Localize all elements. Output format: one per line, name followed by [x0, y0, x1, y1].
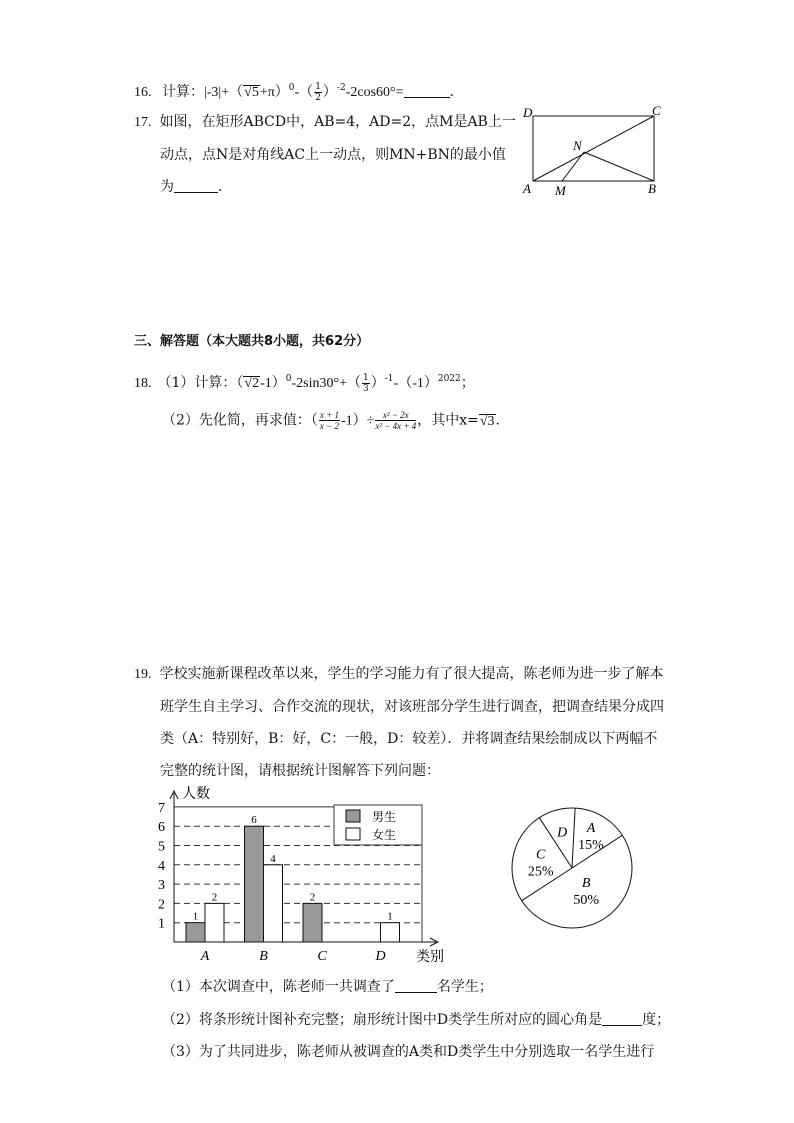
- question-19-sub1: [162, 977, 493, 997]
- bar-value-label: 1: [387, 910, 393, 923]
- fraction: [362, 373, 370, 394]
- fraction: [375, 410, 416, 431]
- sqrt-symbol: √2: [244, 376, 260, 391]
- section-title: 三、解答题（本大题共8小题，共62分）: [134, 334, 370, 349]
- label-a: A: [523, 181, 531, 196]
- question-text: 班学生自主学习、合作交流的现状，对该班部分学生进行调查，把调查结果分成四: [160, 699, 664, 715]
- bar-value-label: 2: [309, 891, 316, 904]
- exponent: -2: [336, 83, 346, 93]
- bar-male: [245, 826, 264, 942]
- answer-blank[interactable]: [404, 83, 450, 98]
- x-tick-label: B: [259, 949, 268, 964]
- fraction: [319, 410, 340, 431]
- legend-swatch: [346, 828, 360, 840]
- label-d: D: [523, 105, 533, 120]
- question-text: 为: [160, 179, 174, 195]
- question-18-part1: [134, 369, 475, 394]
- question-text: ，其中x=: [417, 412, 479, 429]
- question-text: 学校实施新课程改革以来，学生的学习能力有了很大提高，陈老师为进一步了解本: [159, 666, 664, 682]
- bar-female: [205, 903, 224, 942]
- pie-slice-label: C: [536, 847, 546, 863]
- segment-bn: [584, 152, 654, 181]
- pie-slice-label: D: [557, 825, 568, 841]
- diagonal-ac: [533, 116, 654, 181]
- question-18-part2: [162, 410, 500, 432]
- fraction-denominator: 3: [363, 383, 369, 394]
- question-17: [134, 112, 516, 197]
- fraction: [314, 82, 322, 103]
- rectangle-figure: [520, 104, 670, 199]
- sqrt-symbol: √3: [479, 413, 495, 429]
- question-text: .: [218, 179, 223, 195]
- expr-part: -（: [294, 85, 314, 100]
- bar-male: [303, 903, 322, 942]
- question-text: 名学生；: [436, 979, 493, 995]
- question-text-line: [160, 177, 516, 197]
- x-axis-label: 类别: [416, 950, 444, 965]
- question-text: （1）计算：（: [157, 375, 244, 391]
- bar-value-label: 4: [270, 852, 276, 865]
- y-tick-label: 7: [158, 800, 165, 816]
- y-tick-label: 2: [158, 897, 165, 913]
- question-text: 度；: [642, 1012, 671, 1028]
- x-tick-label: C: [317, 949, 327, 964]
- expr-part: ；: [460, 375, 475, 391]
- label-b: B: [648, 181, 656, 196]
- pie-chart: [510, 806, 634, 930]
- expr-part: ）: [322, 85, 337, 100]
- fraction-numerator: x² − 2x: [375, 410, 416, 421]
- pie-slice-label: A: [586, 821, 596, 837]
- answer-blank[interactable]: [174, 178, 218, 193]
- sqrt-symbol: √5: [244, 85, 259, 100]
- expr-part: -（-1）: [393, 376, 438, 391]
- expr-part: -2sin30°+（: [291, 376, 362, 391]
- exponent: 0: [285, 374, 292, 384]
- pie-slice-label: B: [581, 875, 591, 891]
- exponent: -1: [384, 374, 394, 384]
- legend-label: 男生: [372, 810, 397, 824]
- expr-part: -1）÷: [341, 413, 375, 429]
- x-tick-label: D: [375, 949, 386, 964]
- segment-mn: [562, 152, 584, 181]
- answer-blank[interactable]: [395, 978, 437, 993]
- fraction-denominator: x² − 4x + 4: [375, 421, 417, 431]
- question-number: 17.: [134, 115, 152, 130]
- question-text: 完整的统计图，请根据统计图解答下列问题：: [160, 763, 440, 779]
- fraction-numerator: x + 1: [319, 410, 339, 420]
- bar-value-label: 2: [211, 891, 218, 904]
- legend-label: 女生: [372, 828, 397, 842]
- bar-male: [186, 923, 205, 942]
- sqrt-value: 3: [487, 413, 495, 429]
- exponent: 2022: [437, 374, 461, 384]
- expr-part: .: [449, 84, 454, 100]
- question-text: 类（A：特别好，B：好，C：一般，D：较差）．并将调查结果绘制成以下两幅不: [160, 731, 658, 747]
- pie-slice-percent: 25%: [527, 864, 554, 880]
- label-n: N: [573, 138, 582, 153]
- question-text: 如图，在矩形ABCD中，AB=4，AD=2，点M是AB上一: [159, 114, 516, 130]
- sqrt-value: 5: [251, 85, 259, 100]
- bar-value-label: 6: [251, 814, 257, 827]
- pie-slice-percent: 50%: [573, 892, 599, 908]
- question-text: （3）为了共同进步，陈老师从被调查的A类和D类学生中分别选取一名学生进行: [162, 1044, 655, 1060]
- exponent: 0: [288, 83, 295, 93]
- bar-chart: [140, 785, 444, 965]
- question-number: 16.: [134, 85, 152, 100]
- expr-part: .: [495, 412, 500, 429]
- question-19-sub2: [162, 1010, 670, 1030]
- expr-part: ）: [370, 376, 385, 391]
- expr-part: -2cos60°=: [345, 85, 404, 100]
- label-m: M: [555, 183, 566, 198]
- question-19-sub3: [162, 1042, 654, 1062]
- label-c: C: [652, 103, 661, 118]
- bar-female: [381, 923, 400, 942]
- fraction-numerator: 1: [315, 81, 321, 92]
- expr-part: -1）: [260, 376, 286, 391]
- question-19: [134, 664, 664, 781]
- y-tick-label: 1: [158, 916, 165, 932]
- question-text: （2）先化简，再求值：（: [162, 412, 318, 429]
- expr-part: |-3|+（: [203, 85, 244, 100]
- y-tick-label: 5: [158, 839, 165, 855]
- expr-part: +π）: [259, 85, 289, 100]
- answer-blank[interactable]: [602, 1011, 642, 1026]
- bar-value-label: 1: [192, 910, 199, 923]
- fraction-numerator: 1: [363, 372, 369, 383]
- question-label: 计算：: [161, 84, 204, 100]
- y-tick-label: 6: [158, 820, 165, 836]
- legend-swatch: [346, 810, 360, 822]
- question-number: 18.: [134, 376, 152, 391]
- pie-slice-percent: 15%: [578, 838, 604, 854]
- fraction-denominator: 2: [315, 92, 321, 103]
- y-tick-label: 4: [158, 858, 165, 874]
- question-16: [134, 78, 454, 103]
- bar-female: [264, 865, 283, 942]
- question-number: 19.: [134, 667, 152, 682]
- question-text: 动点，点N是对角线AC上一动点，则MN+BN的最小值: [160, 147, 506, 163]
- question-text: （1）本次调查中，陈老师一共调查了: [162, 979, 395, 995]
- y-tick-label: 3: [158, 878, 165, 894]
- fraction-denominator: x − 2: [319, 421, 339, 431]
- x-tick-label: A: [200, 949, 210, 964]
- question-text: （2）将条形统计图补充完整；扇形统计图中D类学生所对应的圆心角是: [162, 1012, 603, 1028]
- sqrt-value: 2: [252, 376, 260, 391]
- y-axis-label: 人数: [182, 787, 210, 802]
